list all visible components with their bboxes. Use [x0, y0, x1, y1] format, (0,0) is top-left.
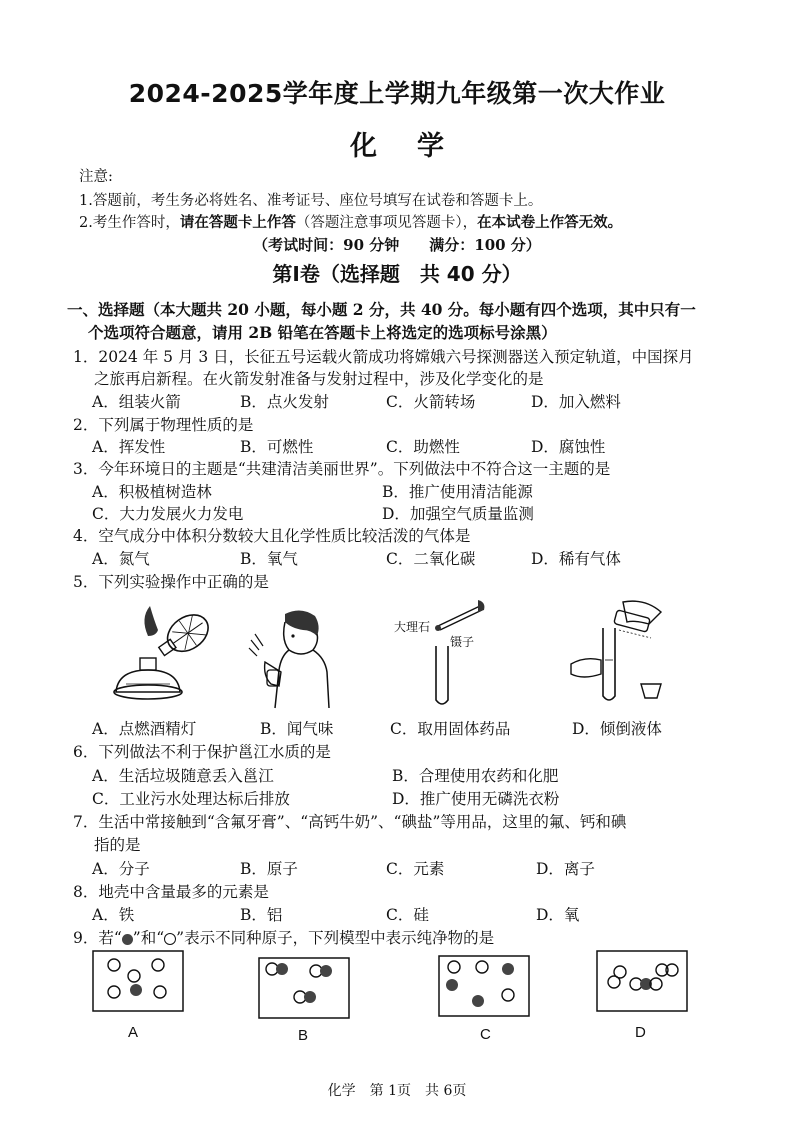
q9-stem-c: ”表示不同种原子，下列模型中表示纯净物的是: [176, 929, 495, 947]
q8-stem: 8．地壳中含量最多的元素是: [73, 883, 269, 901]
model-b-label: B: [298, 1027, 309, 1044]
model-c-box: [438, 955, 530, 1017]
q7-stem-1: 7．生活中常接触到“含氟牙膏”、“高钙牛奶”、“碘盐”等用品，这里的氟、钙和碘: [73, 813, 627, 831]
q4-option-d: D．稀有气体: [531, 550, 621, 568]
q6-stem: 6．下列做法不利于保护邕江水质的是: [73, 743, 331, 761]
q1-option-a: A．组装火箭: [92, 393, 181, 411]
page-footer: 化学 第 1页 共 6页: [327, 1083, 467, 1099]
q1-stem-1: 1．2024 年 5 月 3 日，长征五号运载火箭成功将嫦娥六号探测器送入预定轨道，中国探月: [73, 348, 694, 366]
q2-option-c: C．助燃性: [386, 438, 460, 456]
q6-option-a: A．生活垃圾随意丢入邕江: [92, 767, 274, 785]
q7-option-a: A．分子: [92, 860, 150, 878]
filled-atom-icon: [122, 934, 133, 945]
q2-option-b: B．可燃性: [240, 438, 314, 456]
q2-stem: 2．下列属于物理性质的是: [73, 416, 254, 434]
notice-label: 注意:: [79, 169, 113, 185]
pour-liquid-icon: [565, 600, 675, 710]
q7-option-c: C．元素: [386, 860, 445, 878]
q2-option-d: D．腐蚀性: [531, 438, 606, 456]
q5-option-b: B．闻气味: [260, 720, 334, 738]
q8-option-d: D．氧: [536, 906, 580, 924]
q8-option-c: C．硅: [386, 906, 429, 924]
label-marble: 大理石: [394, 620, 431, 634]
q1-option-b: B．点火发射: [240, 393, 329, 411]
q5-stem: 5．下列实验操作中正确的是: [73, 573, 269, 591]
q5-option-a: A．点燃酒精灯: [92, 720, 197, 738]
q9-stem-a: 9．若“: [73, 929, 122, 947]
q5-option-c: C．取用固体药品: [390, 720, 511, 738]
q4-option-b: B．氧气: [240, 550, 298, 568]
q1-option-c: C．火箭转场: [386, 393, 476, 411]
q7-option-b: B．原子: [240, 860, 298, 878]
notice-line-2b: 请在答题卡上作答: [179, 214, 296, 231]
q1-stem-2: 之旅再启新程。在火箭发射准备与发射过程中，涉及化学变化的是: [94, 370, 544, 388]
q3-option-d: D．加强空气质量监测: [382, 505, 534, 523]
section-intro-2: 个选项符合题意，请用 2B 铅笔在答题卡上将选定的选项标号涂黑）: [88, 323, 557, 342]
model-b-box: [258, 957, 350, 1019]
q7-stem-2: 指的是: [94, 836, 141, 854]
model-c-label: C: [480, 1026, 491, 1043]
smell-gas-icon: [245, 600, 340, 710]
model-a-label: A: [128, 1024, 139, 1041]
q3-stem: 3．今年环境日的主题是“共建清洁美丽世界”。下列做法中不符合这一主题的是: [73, 460, 611, 478]
q8-option-b: B．铝: [240, 906, 283, 924]
q6-option-b: B．合理使用农药和化肥: [392, 767, 559, 785]
model-a-box: [92, 950, 184, 1012]
q1-option-d: D．加入燃料: [531, 393, 621, 411]
section-intro-1: 一、选择题（本大题共 20 小题，每小题 2 分，共 40 分。每小题有四个选项，其中只有一: [67, 300, 696, 319]
q8-option-a: A．铁: [92, 906, 135, 924]
subject-title: 化学: [350, 131, 484, 162]
q3-option-b: B．推广使用清洁能源: [382, 483, 533, 501]
model-d-label: D: [635, 1024, 646, 1041]
exam-title: 2024-2025学年度上学期九年级第一次大作业: [128, 79, 666, 108]
q4-option-c: C．二氧化碳: [386, 550, 476, 568]
notice-line-2d: 在本试卷上作答无效。: [477, 214, 623, 231]
q9-stem-b: ”和“: [132, 929, 165, 947]
test-tube-tweezers-icon: [392, 600, 517, 710]
q3-option-a: A．积极植树造林: [92, 483, 212, 501]
q6-option-c: C．工业污水处理达标后排放: [92, 790, 290, 808]
notice-line-2: [79, 211, 622, 232]
section-title: 第Ⅰ卷（选择题 共 40 分）: [272, 262, 522, 286]
q4-option-a: A．氮气: [92, 550, 150, 568]
model-d-box: [596, 950, 688, 1012]
q2-option-a: A．挥发性: [92, 438, 166, 456]
notice-line-2a: 2.考生作答时，: [79, 215, 180, 231]
q3-option-c: C．大力发展火力发电: [92, 505, 244, 523]
q6-option-d: D．推广使用无磷洗衣粉: [392, 790, 560, 808]
exam-info: （考试时间：90 分钟 满分：100 分）: [253, 236, 541, 254]
q9-stem: [73, 926, 494, 948]
notice-line-1: 1.答题前，考生务必将姓名、准考证号、座位号填写在试卷和答题卡上。: [79, 193, 543, 209]
alcohol-lamp-icon: [108, 600, 223, 710]
q5-option-d: D．倾倒液体: [572, 720, 662, 738]
q7-option-d: D．离子: [536, 860, 595, 878]
hollow-atom-icon: [164, 933, 176, 945]
q4-stem: 4．空气成分中体积分数较大且化学性质比较活泼的气体是: [73, 527, 471, 545]
label-tweezers: 镊子: [450, 635, 475, 649]
notice-line-2c: （答题注意事项见答题卡），: [295, 215, 478, 231]
